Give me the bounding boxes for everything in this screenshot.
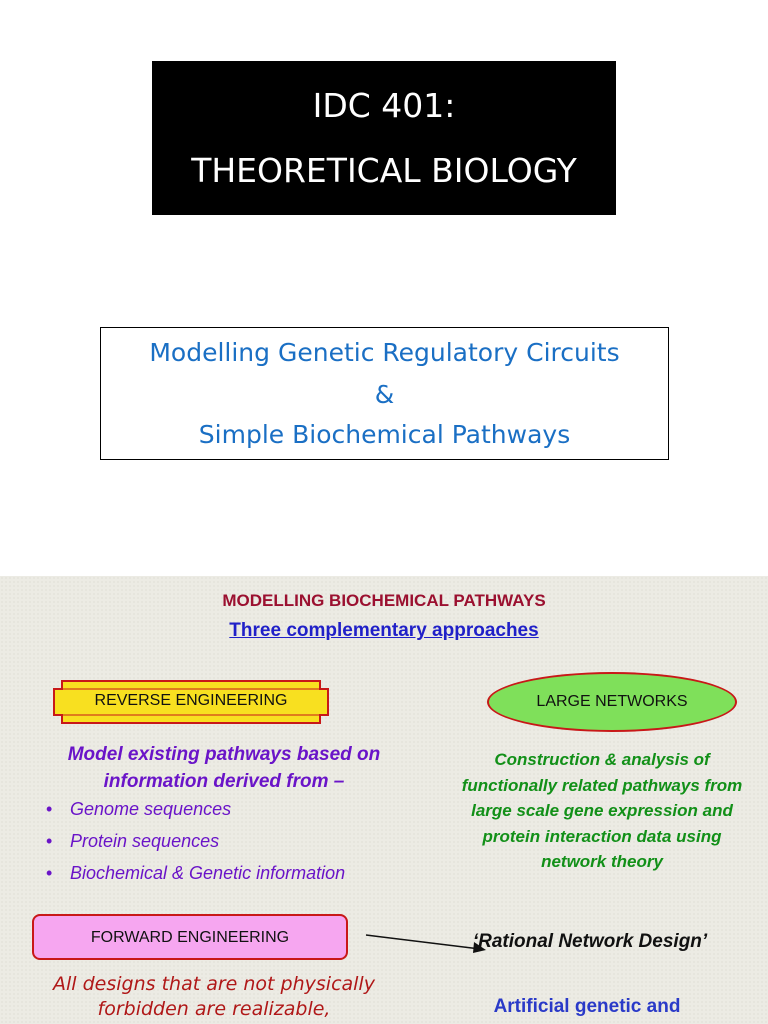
forward-engineering-box [32,914,348,960]
pathways-slide [0,576,768,1024]
forward-description: All designs that are not physically forbidden are realizable, [53,973,375,1020]
artificial-genetic-text: Artificial genetic and [493,996,681,1017]
large-networks-ellipse [487,672,737,732]
large-networks-description: Construction & analysis of functionally related pathways from large scale gene expression and protein interaction data using network theory [461,750,743,871]
slide-heading: MODELLING BIOCHEMICAL PATHWAYS [222,591,546,610]
reverse-engineering-box [52,679,330,725]
rational-network-design: ‘Rational Network Design’ [472,931,708,952]
forward-engineering-label: FORWARD ENGINEERING [90,929,290,946]
course-title-box [152,61,616,215]
subtitle-box [100,327,669,460]
list-item: • Genome sequences [46,796,345,828]
subtitle-line-1: Modelling Genetic Regulatory Circuits [149,338,620,367]
reverse-bullet-list [46,796,345,892]
list-item: • Biochemical & Genetic information [46,860,345,892]
course-name: THEORETICAL BIOLOGY [191,151,577,190]
bullet-icon: • [46,863,53,883]
list-item: • Protein sequences [46,828,345,860]
subtitle-line-3: Simple Biochemical Pathways [198,420,571,449]
bullet-icon: • [46,831,53,851]
subtitle-ampersand: & [374,380,395,409]
reverse-description: Model existing pathways based on information derived from – [67,744,381,792]
slide-subheading: Three complementary approaches [229,620,539,641]
reverse-engineering-label: REVERSE ENGINEERING [94,692,288,709]
large-networks-label: LARGE NETWORKS [536,693,688,710]
course-code: IDC 401: [312,86,456,125]
bullet-icon: • [46,799,53,819]
